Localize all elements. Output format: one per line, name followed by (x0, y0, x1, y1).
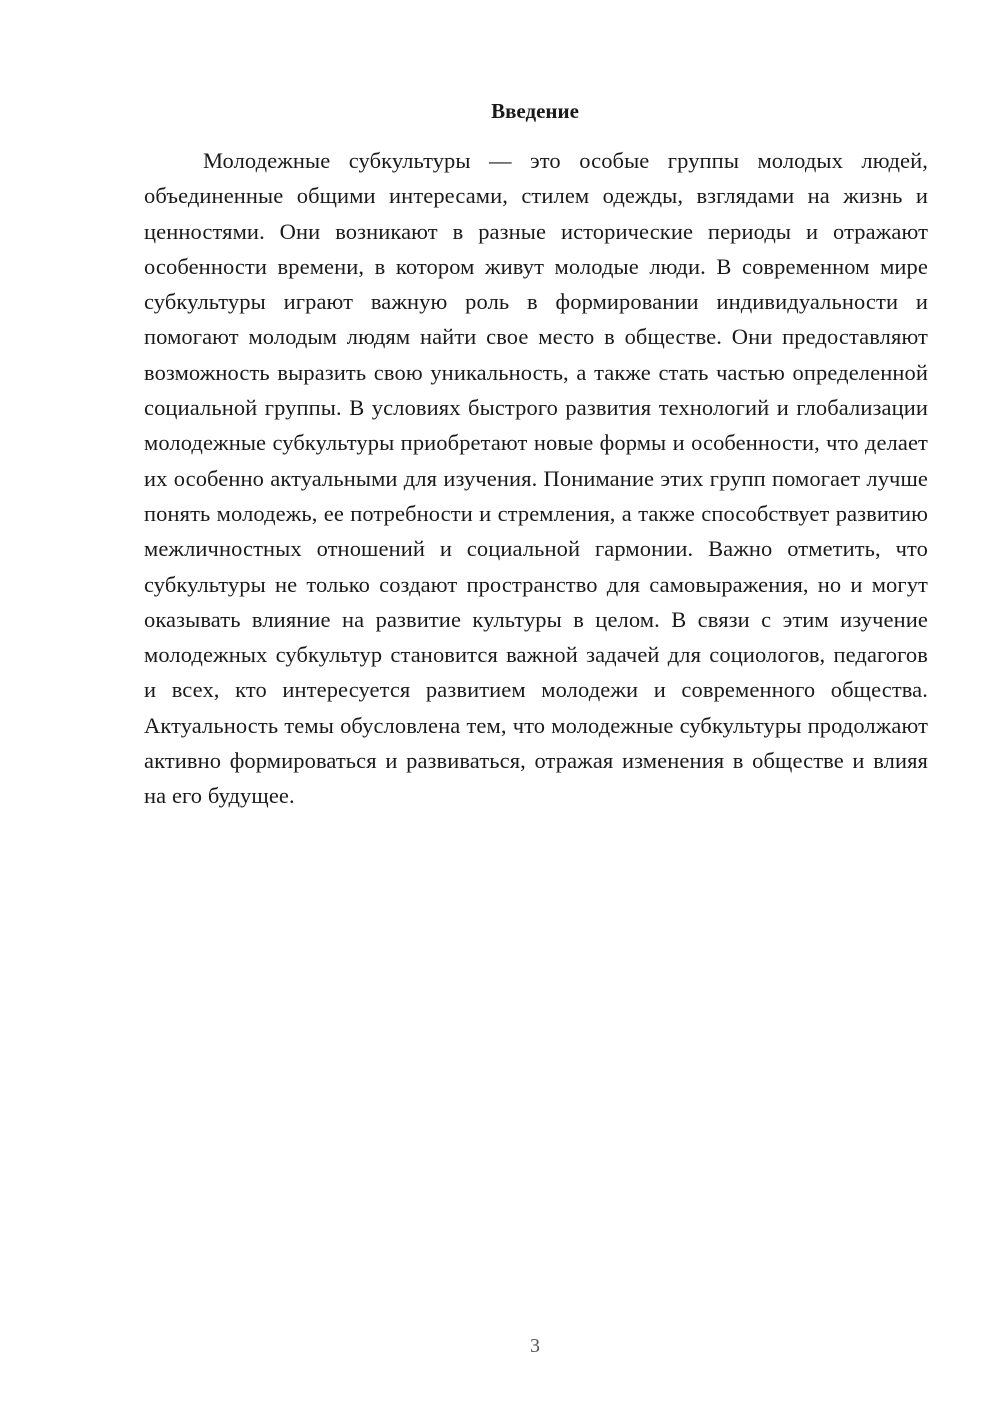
section-heading: Введение (491, 99, 579, 123)
page-number: 3 (530, 1335, 540, 1357)
body-paragraph: Молодежные субкультуры — это особые группы молодых людей, объединенные общими интересами, стилем одежды, взглядами на жизнь и ценностями. Они возникают в разные исторические периоды и отражают особенности времени, в котором живут молодые люди. В современном мире субкультуры играют важную роль в формировании индивидуальности и помогают молодым людям найти свое место в обществе. Они предоставляют возможность выразить свою уникальность, а также стать частью определенной социальной группы. В условиях быстрого развития технологий и глобализации молодежные субкультуры приобретают новые формы и особенности, что делает их особенно актуальными для изучения. Понимание этих групп помогает лучше понять молодежь, ее потребности и стремления, а также способствует развитию межличностных отношений и социальной гармонии. Важно отметить, что субкультуры не только создают пространство для самовыражения, но и могут оказывать влияние на развитие культуры в целом. В связи с этим изучение молодежных субкультур становится важной задачей для социологов, педагогов и всех, кто интересуется развитием молодежи и современного общества. Актуальность темы обусловлена тем, что молодежные субкультуры продолжают активно формироваться и развиваться, отражая изменения в обществе и влияя на его будущее. (144, 148, 928, 809)
